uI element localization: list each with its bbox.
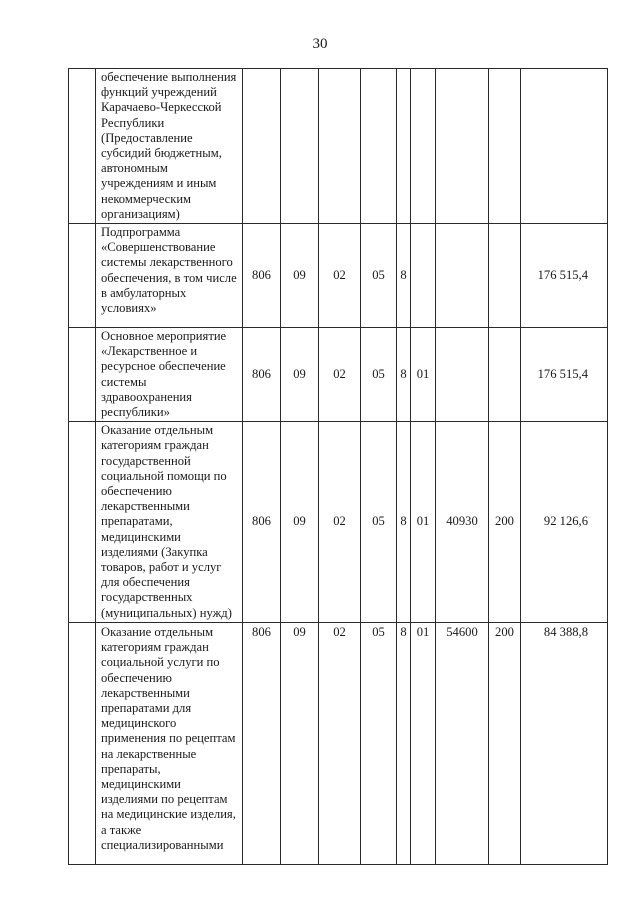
section-cell: 09: [281, 622, 319, 864]
direction-cell: [436, 328, 489, 422]
row-number-cell: [69, 622, 96, 864]
table-row: [69, 622, 608, 864]
subsection-cell: 02: [319, 328, 361, 422]
budget-table: [68, 68, 608, 865]
subsection-cell: 02: [319, 422, 361, 623]
row-number-cell: [69, 224, 96, 328]
event-cell: 01: [411, 422, 436, 623]
table-row: [69, 69, 608, 224]
subprogram-cell: 8: [397, 328, 411, 422]
subprogram-cell: 8: [397, 622, 411, 864]
expense-type-cell: 200: [489, 622, 521, 864]
program-cell: [361, 69, 397, 224]
subprogram-cell: 8: [397, 422, 411, 623]
section-cell: 09: [281, 422, 319, 623]
program-cell: 05: [361, 224, 397, 328]
item-name-cell: Оказание отдельным категориям граждан социальной услуги по обеспечению лекарственными препаратами для медицинского применения по рецептам на лекарственные препараты, медицинскими изделиями по рецептам на медицинские изделия, а также специализированными: [96, 622, 243, 864]
direction-cell: 40930: [436, 422, 489, 623]
item-name-cell: Подпрограмма «Совершенствование системы лекарственного обеспечения, в том числе в амбулаторных условиях»: [96, 224, 243, 328]
subprogram-cell: 8: [397, 224, 411, 328]
section-cell: 09: [281, 328, 319, 422]
code-cell: 806: [243, 328, 281, 422]
row-number-cell: [69, 422, 96, 623]
code-cell: 806: [243, 422, 281, 623]
event-cell: [411, 69, 436, 224]
page-number: 30: [312, 36, 328, 52]
table-row: [69, 328, 608, 422]
expense-type-cell: [489, 328, 521, 422]
amount-cell: [521, 69, 608, 224]
program-cell: 05: [361, 622, 397, 864]
section-cell: [281, 69, 319, 224]
subsection-cell: 02: [319, 224, 361, 328]
subprogram-cell: [397, 69, 411, 224]
section-cell: 09: [281, 224, 319, 328]
event-cell: 01: [411, 328, 436, 422]
amount-cell: 84 388,8: [521, 622, 608, 864]
subsection-cell: 02: [319, 622, 361, 864]
expense-type-cell: [489, 69, 521, 224]
expense-type-cell: 200: [489, 422, 521, 623]
code-cell: 806: [243, 224, 281, 328]
event-cell: [411, 224, 436, 328]
expense-type-cell: [489, 224, 521, 328]
code-cell: [243, 69, 281, 224]
code-cell: 806: [243, 622, 281, 864]
row-number-cell: [69, 328, 96, 422]
item-name-cell: Основное мероприятие «Лекарственное и ресурсное обеспечение системы здравоохранения республики»: [96, 328, 243, 422]
event-cell: 01: [411, 622, 436, 864]
program-cell: 05: [361, 328, 397, 422]
direction-cell: 54600: [436, 622, 489, 864]
direction-cell: [436, 69, 489, 224]
table-row: [69, 422, 608, 623]
item-name-cell: Оказание отдельным категориям граждан государственной социальной помощи по обеспечению лекарственными препаратами, медицинскими изделиями (Закупка товаров, работ и услуг для обеспечения государственных (муниципальных) нужд): [96, 422, 243, 623]
item-name-cell: обеспечение выполнения функций учреждений Карачаево-Черкесской Республики (Предоставление субсидий бюджетным, автономным учреждениям и иным некоммерческим организациям): [96, 69, 243, 224]
amount-cell: 92 126,6: [521, 422, 608, 623]
subsection-cell: [319, 69, 361, 224]
table-row: [69, 224, 608, 328]
row-number-cell: [69, 69, 96, 224]
amount-cell: 176 515,4: [521, 224, 608, 328]
program-cell: 05: [361, 422, 397, 623]
direction-cell: [436, 224, 489, 328]
amount-cell: 176 515,4: [521, 328, 608, 422]
